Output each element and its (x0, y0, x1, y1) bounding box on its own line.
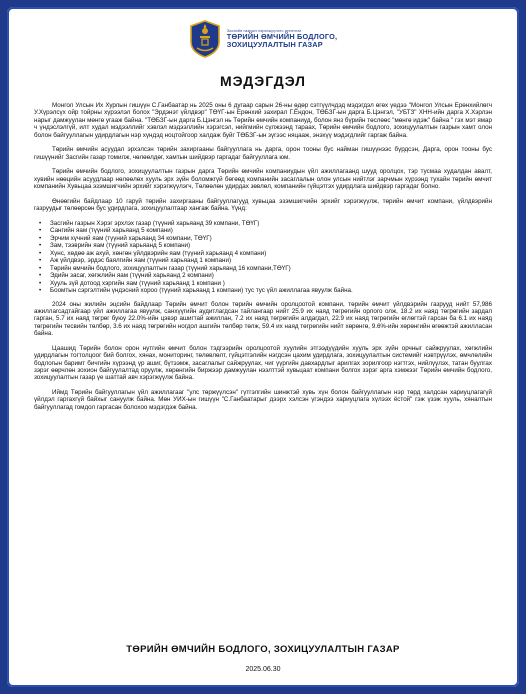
paragraph: Монгол Улсын Их Хурлын гишүүн С.Ганбаатар нь 2025 оны 6 дугаар сарын 26-ны өдөр сэтгүүлчдэд мэдэгдэл өгөх үедээ "Монгол Улсын Ерөнхийлөгч У.Хүрэлсүх ойр тойрны хүрээлэл болох "Эрдэнэт үйлдвэр" ТӨҮГ-ын Ерөнхий захирал Г.Ёндон, ТӨБЗГ-ын дарга Б.Цэнгэл, "УБТЗ" ХНН-ийн дарга Х.Хэрлэн нарыг дамжуулан мөнгө угааж байна. "ТӨБЗГ-ын дарга Б.Цэнгэл нь Төрийн өмчийн компаниуд, болон янз бүрийн төслөөс "мөнгө идэж" байна " гэх мэт ямар ч үндэслэлгүй, илт худал мэдээллийг хэвлэл мэдээллийн хэрэгсэл, нийгмийн сүлжээнд тараах, Төрийн өмчийн бодлого, зохицуулалтын газрын хамт олон болон байгууллагын удирдлагын нэр хүндэд ноцтойгоор халдаж буйг ТӨБЗГ-ын зүгээс няцааж, энэхүү мэдэгдлийг гаргаж байна. (34, 102, 492, 139)
document-date: 2025.06.30 (245, 666, 281, 673)
list-item: • Эдийн засаг, хөгжлийн яам (түүний харьяанд 2 компани) (50, 272, 492, 280)
paragraph: Өнөөгийн байдлаар 10 гаруй төрийн захиргааны байгууллагууд хувьцаа эзэмшигчийн эрхийг хэрэгжүүлж, төрийн өмчит компани, үйлдвэрийн газруудыг төлөөрсөн бус удирдлага, зохицуулалтаар хангаж байна. Үүнд: (34, 197, 492, 213)
document-body (34, 102, 492, 418)
list-item: • Төрийн өмчийн бодлого, зохицуулалтын газар (түүний харьяанд 16 компани,ТӨҮГ) (50, 265, 492, 273)
document-title: МЭДЭГДЭЛ (219, 73, 307, 89)
paragraph: 2024 оны жилийн эцсийн байдлаар Төрийн өмчит болон төрийн өмчийн оролцоотой компани, төрийн өмчит үйлдвэрийн газрууд нийт 57,986 ажиллагсадтайгаар үйл ажиллагаа явуулж, санхүүгийн аудитлагдсан тайлангаар нийт 25.9 их наяд төгрөгийн орлого олж, 18.2 их наяд төгрөгийн зардал гарган, 5.7 их наяд төгрөг буюу 22.0%-ийн цэвэр ашигтай ажиллан, 7.2 их наяд төгрөгийн алдагдал, 22.9 их наяд төгрөгийн өглөгтэй гарсан ба 6.1 их наяд төгрөгийн тесвийн төлбөр, 3.6 их наяд төгрөгийн ногдол ашгийн төлбөр төлж, 59.4 их наяд төгрөгийн нийт хөрөнгө, 9.6%-ийн хөрөнгийн өгөөжтэй ажилласан байна. (34, 300, 492, 338)
list-item: • Хүнс, хөдөө аж ахуй, хөнгөн үйлдвэрийн яам (түүний харьяанд 4 компани) (50, 250, 492, 258)
list-item: • Зам, тээврийн яам (түүний харьяанд 5 компани) (50, 242, 492, 250)
paragraph: Цаашид Төрийн болон орон нутгийн өмчит болон тэдгээрийн оролцоотой хуулийн этгээдүүдийн хууль эрх зүйн орчныг сайжруулах, хөгжлийн удирдлагын тогтолцоог бий болгох, хянах, мониторинг, төлөвлөлт, гүйцэтгэлийн нэгдсэн цахим удирдлага, зохицуулалтын системийг нэвтрүүлэх, өмчлөлийн бодлогын баримт бичгийн хүрээнд үр ашиг, бүтээмж, засаглалыг сайжруулах, чиг үүргийн давхардлыг арилгах зорилгоор нэгтгэх, нийлүүлэх, татан буулгах зэрэг өөрчлөн зохион байгуулалтад оруулж, хөрөнгийн биржээр дамжуулан нээлттэй хувьцаат компани болгох зэрэг арга хэмжээг Төрийн өмчийн бодлого, зохицуулалтын газар үе шаттай авч хэрэгжүүлж байна. (34, 344, 492, 382)
paragraph: Төрийн өмчийн бодлого, зохицуулалтын газрын дарга Төрийн өмчийн компаниудын үйл ажиллагаанд шууд оролцох, тэр тусмаа худалдан авалт, хувийн нөөцийн асуудлаар нөлөөлөх хууль эрх зүйн боломжгүй бөгөөд компанийн засаглалын олон улсын нийтлэг зарчмын хүрээнд тухайн төрийн өмчит компанийн Хувьцаа эзэмшигчийн эрхийг хэрэгжүүлэгч, Төлөөлөн удирдах зөвлөл, компанийн гүйцэтгэх удирдлага шийдвэр гаргадаг болно. (34, 168, 492, 191)
paragraph: Төрийн өмчийн асуудал эрхэлсэн төрийн захиргааны байгууллага нь дарга, орон тооны бус найман гишүүнээс бүрдсэн, Дарга, орон тооны бус гишүүнийг Засгийн газар томилж, чөлөөлдөг, хамтын шийдвэр гаргадаг байгууллага юм. (34, 146, 492, 161)
state-emblem-icon (189, 20, 221, 58)
agency-list (34, 220, 492, 295)
list-item: • Хууль зүй дотоод хэргийн яам (түүний харьяанд 1 компани ) (50, 280, 492, 288)
agency-name-line2: ЗОХИЦУУЛАЛТЫН ГАЗАР (226, 40, 323, 50)
letterhead (7, 15, 519, 63)
list-item: • Эрчим хүчний яам (түүний харьяанд 34 компани, ТӨҮГ) (50, 235, 492, 243)
agency-subtitle: Засгийн газрын хэрэгжүүлэгч агентлаг (226, 28, 302, 34)
paragraph: Иймд Төрийн байгууллагын үйл ажиллагааг "улс төржүүлсэн" гүтгэлгийн шинжтэй хувь хүн болон байгууллагын нэр төрд халдсан хариуцлагагүй үйлдэл гаргахгүй байхыг сануулж байна. Мөн УИХ-ын гишүүн "С.Ганбаатарыг дээрх хэлсэн үгэндээ хариуцлага хүлээх ёстой" гэж үзэж хууль, хяналтын байгууллагад гомдол гаргасан болохоо мэдэгдэж байна. (34, 389, 492, 411)
list-item: • Сангийн яам (түүний харьяанд 5 компани) (50, 227, 492, 235)
list-item: • Засгийн газрын Хэрэг эрхлэх газар (түүний харьяанд 39 компани, ТӨҮГ) (50, 220, 492, 228)
list-item: • Аж үйлдвэр, эрдэс баялгийн яам (түүний харьяанд 1 компани) (50, 257, 492, 265)
signature-org: ТӨРИЙН ӨМЧИЙН БОДЛОГО, ЗОХИЦУУЛАЛТЫН ГАЗАР (126, 644, 400, 655)
document-page (7, 7, 519, 687)
agency-name-line1: ТӨРИЙН ӨМЧИЙН БОДЛОГО, (226, 32, 338, 42)
list-item: • Боомтын сэргэлтийн үндэсний хороо (түүний харьяанд 1 компани) тус тус үйл ажиллагаа явуулж байна. (50, 287, 492, 295)
